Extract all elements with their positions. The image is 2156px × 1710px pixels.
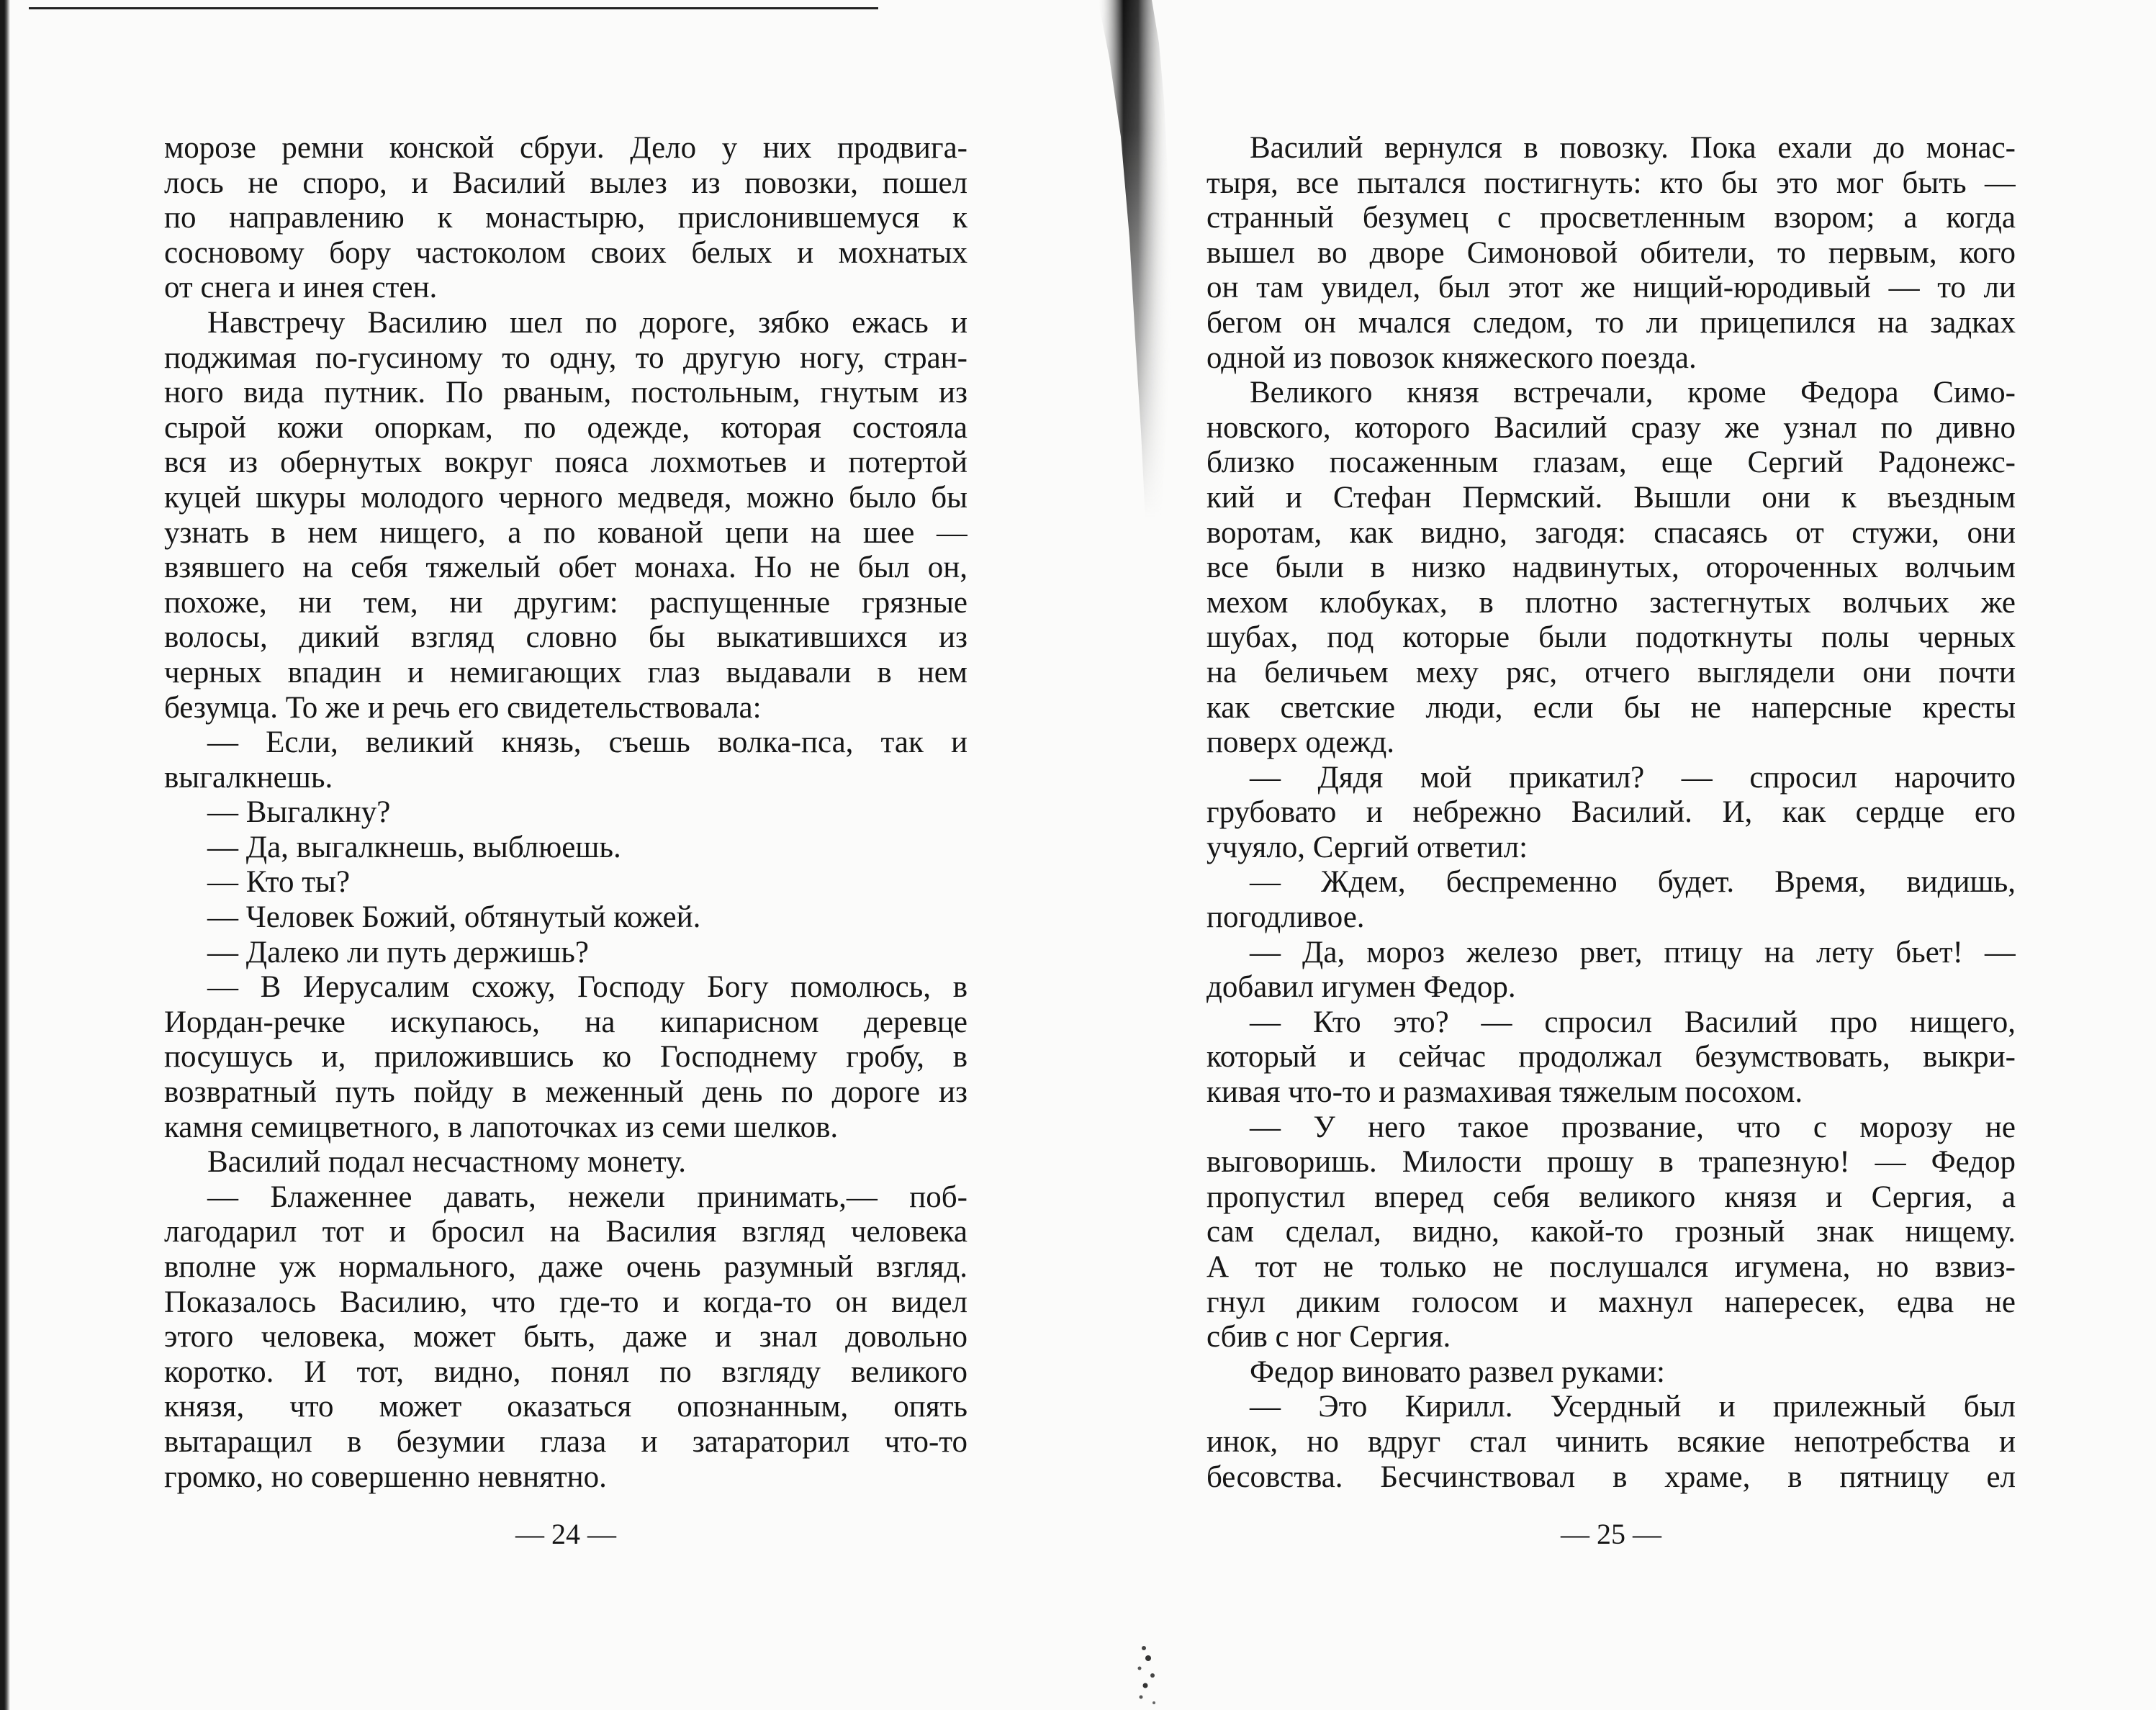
text-line: — Человек Божий, обтянутый кожей.	[207, 900, 701, 935]
text-line: — У него такое прозвание, что с морозу не	[1250, 1110, 2016, 1144]
text-line: А тот не только не послушался игумена, но взвиз-	[1206, 1250, 2016, 1284]
text-line: черных впадин и немигающих глаз выдавали в нем	[164, 655, 968, 689]
text-line: учуяло, Сергий ответил:	[1206, 830, 1528, 864]
text-line: поверх одежд.	[1206, 725, 1394, 760]
text-line: похоже, ни тем, ни другим: распущенные грязные	[164, 585, 968, 620]
text-line: — Это Кирилл. Усердный и прилежный был	[1250, 1390, 2016, 1424]
text-line: сосновому бору частоколом своих белых и мохнатых	[164, 235, 968, 270]
text-line: кий и Стефан Пермский. Вышли они к въездным	[1206, 480, 2016, 515]
text-line: пропустил вперед себя великого князя и Сергия, а	[1206, 1180, 2016, 1214]
text-line: выгалкнешь.	[164, 760, 333, 795]
text-line: новского, которого Василий сразу же узнал по дивно	[1206, 410, 2016, 445]
text-line: — Кто это? — спросил Василий про нищего,	[1250, 1005, 2016, 1039]
text-line: как светские люди, если бы не наперсные кресты	[1206, 690, 2016, 725]
text-line: волосы, дикий взгляд словно бы выкатившихся из	[164, 620, 968, 655]
text-line: сам сделал, видно, какой-то грозный знак нищему.	[1206, 1215, 2016, 1249]
text-line: инок, но вдруг стал чинить всякие непотребства и	[1206, 1424, 2016, 1459]
text-line: морозе ремни конской сбруи. Дело у них продвига-	[164, 131, 968, 165]
text-line: вытаращил в безумии глаза и затараторил что-то	[164, 1424, 968, 1459]
text-line: сырой кожи опоркам, по одежде, которая состояла	[164, 410, 968, 445]
text-line: Федор виновато развел руками:	[1250, 1354, 1665, 1389]
text-line: бегом он мчался следом, то ли прицепился на задках	[1206, 305, 2016, 340]
scan-edge-top	[29, 7, 878, 9]
scan-edge-left	[0, 0, 10, 1710]
text-line: Василий вернулся в повозку. Пока ехали до монас-	[1250, 131, 2016, 165]
text-line: князя, что может оказаться опознанным, опять	[164, 1390, 968, 1424]
text-line: выговоришь. Милости прошу в трапезную! — Федор	[1206, 1145, 2016, 1180]
text-line: — Да, выгалкнешь, выблюешь.	[207, 830, 621, 864]
text-line: лагодарил тот и бросил на Василия взгляд человека	[164, 1215, 968, 1249]
text-line: ного вида путник. По рваным, постольным, гнутым из	[164, 376, 968, 410]
text-line: узнать в нем нищего, а по кованой цепи на шее —	[164, 515, 968, 550]
text-line: от снега и инея стен.	[164, 271, 438, 305]
book-gutter-speckle	[1119, 1634, 1177, 1710]
left-page-text	[164, 131, 968, 1495]
text-line: — В Иерусалим схожу, Господу Богу помолюсь, в	[207, 970, 968, 1005]
text-line: который и сейчас продолжал безумствовать, выкри-	[1206, 1040, 2016, 1075]
text-line: все были в низко надвинутых, отороченных волчьим	[1206, 551, 2016, 585]
text-line: куцей шкуры молодого черного медведя, можно было бы	[164, 480, 968, 515]
text-line: шубах, под которые были подоткнуты полы черных	[1206, 620, 2016, 655]
text-line: сбив с ног Сергия.	[1206, 1320, 1451, 1354]
text-line: — Блаженнее давать, нежели принимать,— поб-	[207, 1180, 968, 1214]
text-line: громко, но совершенно невнятно.	[164, 1460, 607, 1494]
text-line: камня семицветного, в лапоточках из семи шелков.	[164, 1110, 839, 1144]
page-number: — 25 —	[1561, 1518, 1661, 1550]
text-line: поджимая по-гусиному то одну, то другую ногу, стран-	[164, 340, 968, 375]
text-line: — Если, великий князь, съешь волка-пса, так и	[207, 725, 968, 760]
text-line: тыря, все пытался постигнуть: кто бы это мог быть —	[1206, 166, 2016, 200]
text-line: посушусь и, приложившись ко Господнему гробу, в	[164, 1040, 968, 1075]
text-line: Иордан-речке искупаюсь, на кипарисном деревце	[164, 1005, 968, 1039]
text-line: вышел во дворе Симоновой обители, то первым, кого	[1206, 235, 2016, 270]
text-line: добавил игумен Федор.	[1206, 970, 1516, 1005]
text-line: — Далеко ли путь держишь?	[207, 935, 589, 969]
text-line: гнул диким голосом и махнул напересек, едва не	[1206, 1285, 2016, 1319]
text-line: этого человека, может быть, даже и знал довольно	[164, 1320, 968, 1354]
text-line: мехом клобуках, в плотно застегнутых волчьих же	[1206, 585, 2016, 620]
text-line: бесовства. Бесчинствовал в храме, в пятницу ел	[1206, 1460, 2016, 1494]
text-line: Василий подал несчастному монету.	[207, 1145, 687, 1180]
text-line: — Да, мороз железо рвет, птицу на лету бьет! —	[1250, 935, 2016, 969]
text-line: — Выгалкну?	[207, 795, 391, 830]
text-line: грубовато и небрежно Василий. И, как сердце его	[1206, 795, 2016, 830]
text-line: безумца. То же и речь его свидетельствовала:	[164, 690, 762, 725]
text-line: по направлению к монастырю, прислонившемуся к	[164, 201, 968, 235]
text-line: воротам, как видно, загодя: спасаясь от стужи, они	[1206, 515, 2016, 550]
text-line: — Дядя мой прикатил? — спросил нарочито	[1250, 760, 2016, 795]
text-line: он там увидел, был этот же нищий-юродивый — то ли	[1206, 271, 2016, 305]
text-line: Великого князя встречали, кроме Федора Симо-	[1250, 376, 2016, 410]
text-line: кивая что-то и размахивая тяжелым посохом.	[1206, 1075, 1803, 1110]
text-line: погодливое.	[1206, 900, 1365, 935]
text-line: возвратный путь пойду в меженный день по дороге из	[164, 1075, 968, 1110]
text-line: Показалось Василию, что где-то и когда-то он видел	[164, 1285, 968, 1319]
text-line: вполне уж нормального, даже очень разумный взгляд.	[164, 1250, 968, 1284]
page-number: — 24 —	[515, 1518, 616, 1550]
text-line: лось не споро, и Василий вылез из повозки, пошел	[164, 166, 968, 200]
text-line: одной из повозок княжеского поезда.	[1206, 340, 1697, 375]
text-line: — Кто ты?	[207, 865, 351, 900]
text-line: вся из обернутых вокруг пояса лохмотьев и потертой	[164, 445, 968, 480]
text-line: взявшего на себя тяжелый обет монаха. Но не был он,	[164, 551, 968, 585]
text-line: близко посаженным глазам, еще Сергий Радонежс-	[1206, 445, 2016, 480]
text-line: на беличьем меху ряс, отчего выглядели они почти	[1206, 655, 2016, 689]
text-line: коротко. И тот, видно, понял по взгляду великого	[164, 1354, 968, 1389]
book-gutter-shadow	[1083, 0, 1191, 518]
right-page-text	[1206, 131, 2016, 1495]
text-line: Навстречу Василию шел по дороге, зябко ежась и	[207, 305, 968, 340]
text-line: — Ждем, беспременно будет. Время, видишь,	[1250, 865, 2016, 900]
text-line: странный безумец с просветленным взором; а когда	[1206, 201, 2016, 235]
